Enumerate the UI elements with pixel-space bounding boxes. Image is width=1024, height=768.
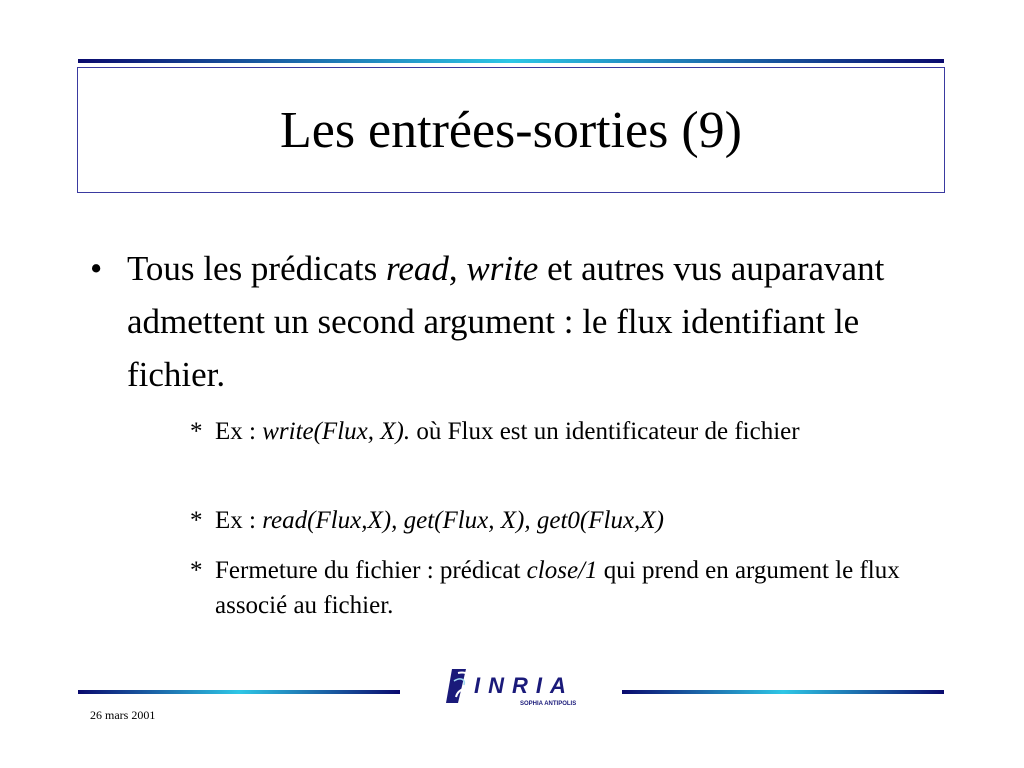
bullet-marker: • bbox=[90, 249, 103, 288]
bullet-sep: , bbox=[448, 249, 467, 288]
sub-bullet-text bbox=[215, 414, 930, 449]
bullet-prefix: Tous les prédicats bbox=[127, 249, 387, 288]
bottom-divider-left bbox=[78, 690, 400, 694]
logo-tagline: SOPHIA ANTIPOLIS bbox=[520, 701, 577, 707]
sub-suffix: qui prend en argument le flux associé au fichier. bbox=[215, 557, 900, 619]
inria-emblem-icon bbox=[446, 669, 470, 703]
sub-bullet-2 bbox=[190, 503, 930, 538]
sub-prefix: Fermeture du fichier : prédicat bbox=[215, 557, 527, 584]
bullet-em-read: read bbox=[386, 249, 449, 288]
bullet-suffix: et autres vus auparavant admettent un second argument : le flux identifiant le fichier. bbox=[127, 249, 885, 394]
bullet-text bbox=[127, 242, 930, 401]
sub-em: write(Flux, X). bbox=[262, 418, 411, 445]
footer-date: 26 mars 2001 bbox=[90, 708, 156, 722]
inria-logo bbox=[444, 663, 604, 711]
sub-em: read(Flux,X), get(Flux, X), get0(Flux,X) bbox=[262, 507, 664, 534]
sub-bullet-text bbox=[215, 503, 930, 538]
main-bullet bbox=[90, 242, 930, 401]
top-divider-line bbox=[78, 59, 944, 63]
title-box bbox=[77, 67, 945, 193]
slide-title: Les entrées-sorties (9) bbox=[279, 101, 743, 159]
sub-bullet-3 bbox=[190, 553, 930, 623]
sub-em: close/1 bbox=[526, 557, 598, 584]
sub-bullet-marker: * bbox=[190, 507, 203, 534]
sub-prefix: Ex : bbox=[215, 418, 263, 445]
sub-bullet-1 bbox=[190, 414, 930, 449]
sub-bullet-marker: * bbox=[190, 418, 203, 445]
sub-prefix: Ex : bbox=[215, 507, 263, 534]
bullet-em-write: write bbox=[466, 249, 539, 288]
sub-bullet-text bbox=[215, 553, 930, 623]
bottom-divider-right bbox=[622, 690, 944, 694]
logo-name: INRIA bbox=[474, 673, 574, 698]
sub-bullet-marker: * bbox=[190, 557, 203, 584]
sub-suffix: où Flux est un identificateur de fichier bbox=[410, 418, 800, 445]
